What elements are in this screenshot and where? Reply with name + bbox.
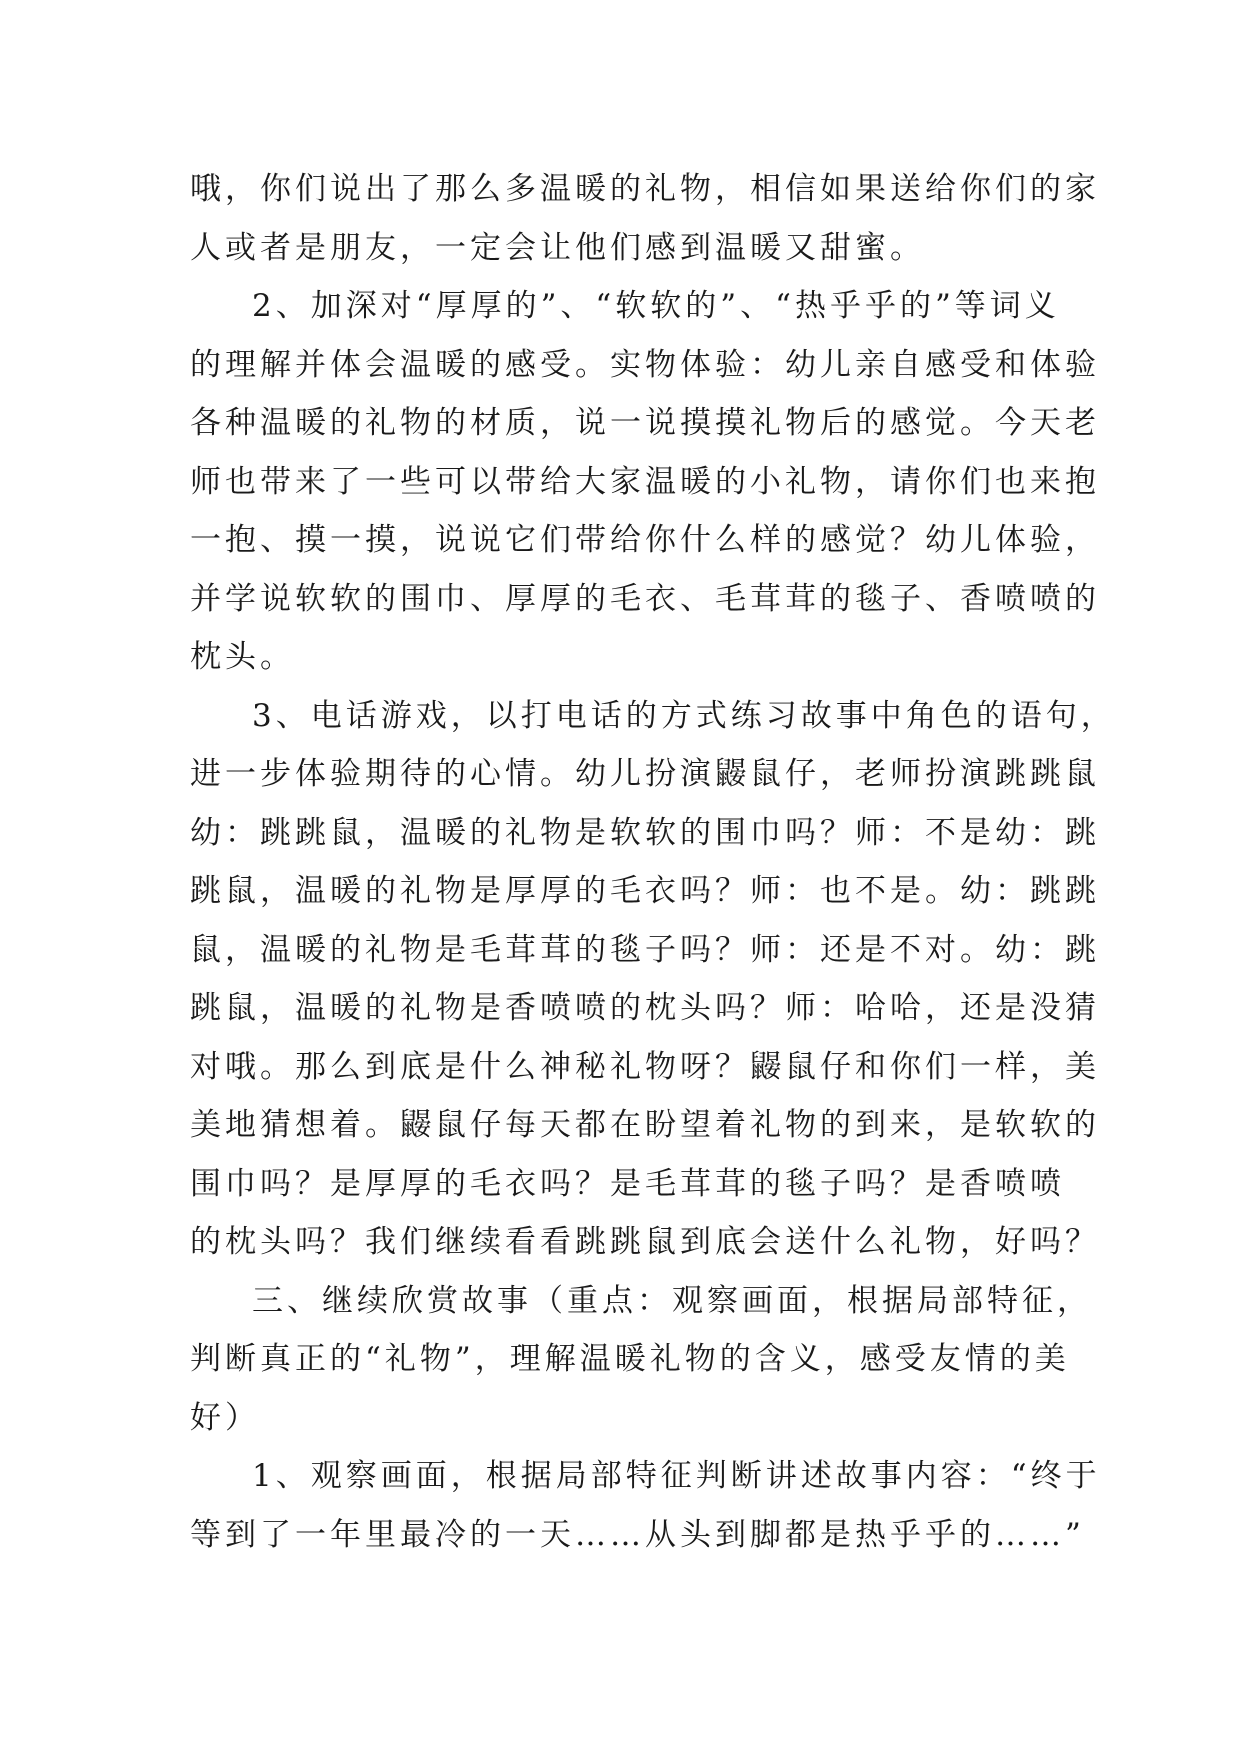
text-line: 1、观察画面，根据局部特征判断讲述故事内容：“终于	[252, 1458, 1101, 1494]
document-body	[190, 160, 1116, 1564]
text-line: 鼠，温暖的礼物是毛茸茸的毯子吗？师：还是不对。幼：跳	[190, 931, 1100, 968]
text-line: 对哦。那么到底是什么神秘礼物呀？鼹鼠仔和你们一样，美	[190, 1048, 1100, 1085]
text-line: 2、加深对“厚厚的”、“软软的”、“热乎乎的”等词义	[252, 288, 1060, 324]
text-line: 哦，你们说出了那么多温暖的礼物，相信如果送给你们的家	[190, 171, 1100, 207]
text-line: 围巾吗？是厚厚的毛衣吗？是毛茸茸的毯子吗？是香喷喷	[190, 1165, 1065, 1202]
text-line: 并学说软软的围巾、厚厚的毛衣、毛茸茸的毯子、香喷喷的	[190, 580, 1100, 617]
text-line: 人或者是朋友，一定会让他们感到温暖又甜蜜。	[190, 229, 925, 266]
text-line: 美地猜想着。鼹鼠仔每天都在盼望着礼物的到来，是软软的	[190, 1107, 1100, 1143]
text-line: 好）	[190, 1399, 260, 1436]
text-line: 幼：跳跳鼠，温暖的礼物是软软的围巾吗？师：不是幼：跳	[190, 814, 1100, 851]
text-line: 跳鼠，温暖的礼物是香喷喷的枕头吗？师：哈哈，还是没猜	[190, 990, 1100, 1026]
text-line: 的理解并体会温暖的感受。实物体验：幼儿亲自感受和体验	[190, 346, 1100, 383]
text-line: 3、电话游戏，以打电话的方式练习故事中角色的语句，	[252, 697, 1116, 734]
text-line: 各种温暖的礼物的材质，说一说摸摸礼物后的感觉。今天老	[190, 405, 1100, 441]
text-line: 枕头。	[190, 639, 295, 675]
text-line: 师也带来了一些可以带给大家温暖的小礼物，请你们也来抱	[190, 463, 1100, 500]
text-line: 跳鼠，温暖的礼物是厚厚的毛衣吗？师：也不是。幼：跳跳	[190, 873, 1100, 909]
text-line: 等到了一年里最冷的一天……从头到脚都是热乎乎的……”	[190, 1516, 1085, 1553]
text-line: 一抱、摸一摸，说说它们带给你什么样的感觉？幼儿体验，	[190, 522, 1100, 558]
text-line: 进一步体验期待的心情。幼儿扮演鼹鼠仔，老师扮演跳跳鼠	[190, 756, 1100, 792]
text-line: 三、继续欣赏故事（重点：观察画面，根据局部特征，	[252, 1282, 1092, 1319]
text-line: 判断真正的“礼物”，理解温暖礼物的含义，感受友情的美	[190, 1341, 1070, 1377]
text-line: 的枕头吗？我们继续看看跳跳鼠到底会送什么礼物，好吗？	[190, 1224, 1100, 1260]
